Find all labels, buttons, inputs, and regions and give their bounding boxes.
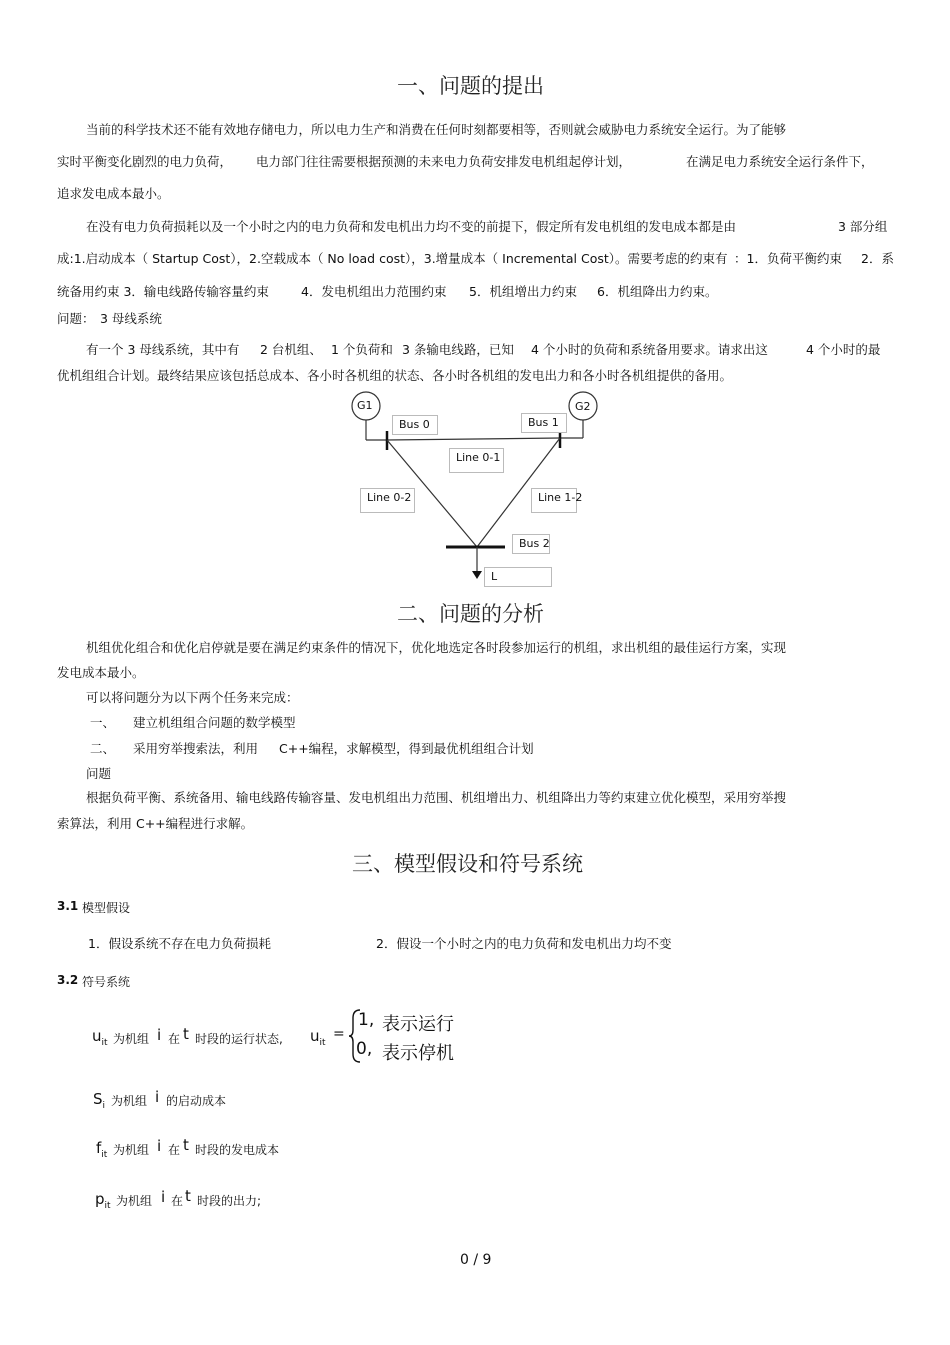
subsection-3-1-title: 模型假设 [82, 901, 131, 915]
f-desc-3: 时段的发电成本 [195, 1143, 280, 1157]
subsection-3-2-number: 3.2 [57, 973, 79, 987]
case-1-text: 表示运行 [382, 1014, 454, 1035]
symbol-u-it: $u_{it}$ [92, 1027, 108, 1048]
u-i: i [157, 1026, 162, 1044]
p-desc-1: 为机组 [116, 1194, 153, 1208]
p-i: i [161, 1188, 166, 1206]
case-0-value: 0, [356, 1039, 373, 1059]
task-1-number: 一、 [90, 715, 116, 730]
line-0-1-label: Line 0-1 [449, 448, 504, 473]
para-2-line-1a: 在没有电力负荷损耗以及一个小时之内的电力负荷和发电机出力均不变的前提下，假定所有发电机组的发电成本都是由 [86, 219, 737, 234]
case-0-text: 表示停机 [382, 1043, 454, 1064]
para-3-line-1e: 4 个小时的负荷和系统备用要求。请求出这 [531, 342, 768, 357]
case-1-value: 1, [358, 1010, 375, 1030]
task-1-text: 建立机组组合问题的数学模型 [133, 715, 296, 730]
section-1-title: 一、问题的提出 [397, 74, 544, 98]
s2-para-1-line-1: 机组优化组合和优化启停就是要在满足约束条件的情况下，优化地选定各时段参加运行的机组，求出机组的最佳运行方案，实现 [86, 640, 787, 655]
para-2-line-3c: 5．机组增出力约束 [469, 284, 577, 299]
s2-para-3-line-1: 根据负荷平衡、系统备用、输电线路传输容量、发电机组出力范围、机组增出力、机组降出力等约束建立优化模型，采用穷举搜 [86, 790, 787, 805]
page-number: 0 / 9 [460, 1252, 492, 1268]
p-desc-2: 在 [171, 1194, 184, 1208]
line-0-2-label: Line 0-2 [360, 488, 415, 513]
p-t: t [185, 1187, 191, 1205]
para-1-line-1: 当前的科学技术还不能有效地存储电力，所以电力生产和消费在任何时刻都要相等，否则就会威胁电力系统安全运行。为了能够 [86, 122, 787, 137]
task-2-number: 二、 [90, 741, 116, 756]
para-1-line-2a: 实时平衡变化剧烈的电力负荷， [57, 154, 233, 169]
para-3-line-1f: 4 个小时的最 [806, 342, 881, 357]
s2-para-1-line-2: 发电成本最小。 [57, 665, 145, 680]
load-label: L [484, 567, 552, 587]
para-1-line-2b: 电力部门往往需要根据预测的未来电力负荷安排发电机组起停计划， [256, 154, 632, 169]
u-desc-3: 时段的运行状态, [195, 1032, 283, 1046]
para-3-line-1a: 有一个 3 母线系统，其中有 [86, 342, 240, 357]
line-0-1 [387, 438, 560, 440]
s-i: i [155, 1088, 160, 1106]
para-3-line-1b: 2 台机组、 [260, 342, 322, 357]
f-i: i [157, 1137, 162, 1155]
bus-2-label: Bus 2 [512, 534, 550, 554]
para-2-line-2a: 成:1.启动成本（ Startup Cost），2.空载成本（ No load cost），3.增量成本（ Incremental Cost）。需要考虑的约束有 [57, 251, 728, 266]
symbol-s-i: $S_i$ [93, 1090, 106, 1111]
section-3-title: 三、模型假设和符号系统 [352, 852, 583, 876]
s2-para-3-line-2: 索算法，利用 C++编程进行求解。 [57, 816, 254, 831]
s-desc-2: 的启动成本 [166, 1094, 227, 1108]
u-t: t [183, 1025, 189, 1043]
equals-sign: = [333, 1026, 345, 1042]
subsection-3-2-title: 符号系统 [82, 975, 131, 989]
symbol-u-it-rhs: $u_{it}$ [310, 1027, 326, 1048]
para-2-line-1b: 3 部分组 [838, 219, 888, 234]
g2-label: G2 [575, 400, 591, 413]
para-3-line-1d: 3 条输电线路，已知 [402, 342, 514, 357]
f-desc-2: 在 [168, 1143, 181, 1157]
assumption-2: 2．假设一个小时之内的电力负荷和发电机出力均不变 [376, 936, 672, 951]
task-2-text-a: 采用穷举搜索法，利用 [133, 741, 259, 756]
para-2-line-3d: 6．机组降出力约束。 [597, 284, 718, 299]
bus-1-label: Bus 1 [521, 413, 567, 433]
u-desc-2: 在 [168, 1032, 181, 1046]
section-2-title: 二、问题的分析 [397, 602, 544, 626]
symbol-f-it: $f_{it}$ [96, 1139, 108, 1160]
s2-para-2: 可以将问题分为以下两个任务来完成： [86, 690, 299, 705]
line-1-2-label: Line 1-2 [531, 488, 577, 513]
f-desc-1: 为机组 [113, 1143, 150, 1157]
load-arrow-icon [472, 571, 482, 579]
para-2-line-3a: 统备用约束 3．输电线路传输容量约束 [57, 284, 269, 299]
problem-label: 问题： [57, 311, 95, 326]
u-desc-1: 为机组 [113, 1032, 150, 1046]
para-1-line-2c: 在满足电力系统安全运行条件下， [686, 154, 874, 169]
subsection-3-1-number: 3.1 [57, 899, 79, 913]
para-2-line-2c: 2．系 [861, 251, 894, 266]
g1-label: G1 [357, 399, 373, 412]
para-2-line-2b: ：1．负荷平衡约束 [734, 251, 842, 266]
task-2-text-c: 问题 [86, 766, 112, 781]
p-desc-3: 时段的出力; [197, 1194, 262, 1208]
f-t: t [183, 1136, 189, 1154]
para-1-line-3: 追求发电成本最小。 [57, 186, 170, 201]
para-2-line-3b: 4．发电机组出力范围约束 [301, 284, 447, 299]
para-3-line-1c: 1 个负荷和 [331, 342, 393, 357]
problem-name: 3 母线系统 [100, 311, 162, 326]
assumption-1: 1．假设系统不存在电力负荷损耗 [88, 936, 271, 951]
s-desc-1: 为机组 [111, 1094, 148, 1108]
task-2-text-b: C++编程，求解模型，得到最优机组组合计划 [279, 741, 534, 756]
bus-0-label: Bus 0 [392, 415, 438, 435]
symbol-p-it: $p_{it}$ [95, 1190, 111, 1211]
para-3-line-2: 优机组组合计划。最终结果应该包括总成本、各小时各机组的状态、各小时各机组的发电出力和各小时各机组提供的备用。 [57, 368, 733, 383]
